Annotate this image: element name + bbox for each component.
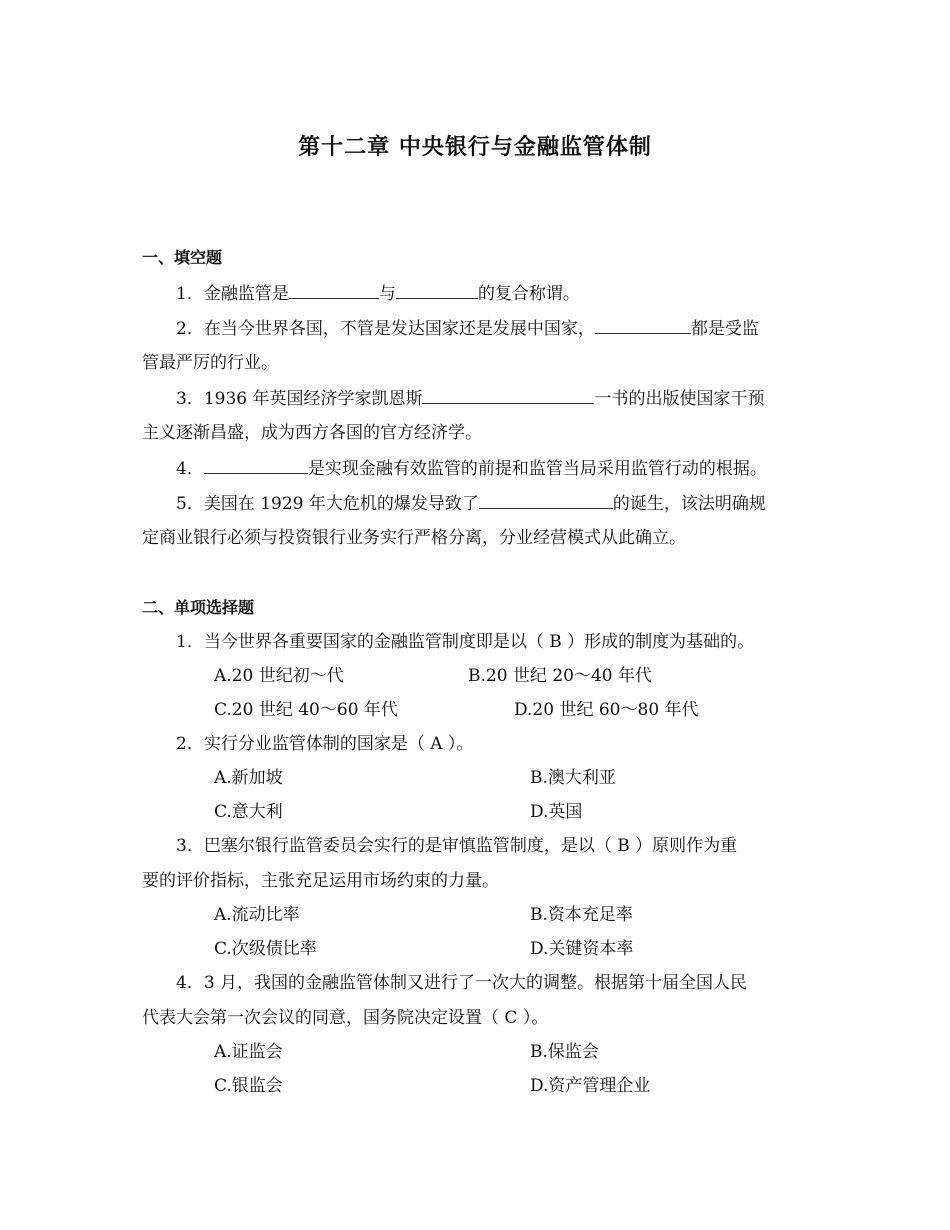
question-choice-2: 2．实行分业监管体制的国家是（ A ）。 [176, 734, 474, 754]
question-fill-4 [176, 456, 767, 481]
question-choice-4-cont: 代表大会第一次会议的同意，国务院决定设置（ C ）。 [142, 1008, 549, 1028]
option-d: D.关键资本率 [530, 939, 634, 959]
option-c: C.意大利 [214, 802, 283, 822]
question-text: 与 [378, 284, 396, 304]
option-b: B.资本充足率 [530, 905, 633, 925]
question-text: 的复合称谓。 [477, 284, 580, 304]
question-fill-2-cont: 管最严厉的行业。 [142, 353, 278, 373]
question-fill-3 [176, 386, 764, 411]
answer-blank [479, 491, 613, 509]
option-d: D.资产管理企业 [530, 1076, 651, 1096]
question-fill-5-cont: 定商业银行必须与投资银行业务实行严格分离，分业经营模式从此确立。 [142, 528, 686, 548]
option-d: D.英国 [530, 802, 583, 822]
question-text: 1．金融监管是 [176, 284, 289, 304]
option-c: C.20 世纪 40～60 年代 [214, 700, 398, 720]
section-heading-single-choice: 二、单项选择题 [142, 598, 255, 617]
answer-blank [422, 386, 594, 404]
answer-blank [204, 456, 308, 474]
page-title: 第十二章 中央银行与金融监管体制 [298, 135, 652, 160]
option-c: C.银监会 [214, 1076, 283, 1096]
question-text: 5．美国在 1929 年大危机的爆发导致了 [176, 494, 479, 514]
option-c: C.次级债比率 [214, 939, 317, 959]
question-choice-4: 4．3 月，我国的金融监管体制又进行了一次大的调整。根据第十届全国人民 [176, 973, 748, 993]
question-text: 3．1936 年英国经济学家凯恩斯 [176, 389, 423, 409]
question-fill-1 [176, 281, 580, 306]
answer-blank [595, 316, 691, 334]
option-a: A.流动比率 [214, 905, 300, 925]
question-text: 一书的出版使国家干预 [594, 389, 765, 409]
option-a: A.新加坡 [214, 768, 283, 788]
answer-blank [396, 281, 478, 299]
option-a: A.20 世纪初～代 [214, 666, 344, 686]
option-a: A.证监会 [214, 1042, 283, 1062]
question-text: 2．在当今世界各国，不管是发达国家还是发展中国家， [176, 319, 595, 339]
question-fill-2 [176, 316, 759, 341]
question-text: 都是受监 [690, 319, 759, 339]
option-d: D.20 世纪 60～80 年代 [514, 700, 699, 720]
question-text: 是实现金融有效监管的前提和监管当局采用监管行动的根据。 [307, 459, 767, 479]
answer-blank [289, 281, 379, 299]
question-fill-3-cont: 主义逐渐昌盛，成为西方各国的官方经济学。 [142, 423, 482, 443]
question-choice-3-cont: 要的评价指标，主张充足运用市场约束的力量。 [142, 871, 499, 891]
question-fill-5 [176, 491, 766, 516]
option-b: B.保监会 [530, 1042, 599, 1062]
question-choice-1: 1．当今世界各重要国家的金融监管制度即是以（ B ）形成的制度为基础的。 [176, 632, 755, 652]
question-choice-3: 3．巴塞尔银行监管委员会实行的是审慎监管制度，是以（ B ）原则作为重 [176, 836, 738, 856]
question-text: 4． [176, 459, 204, 479]
section-heading-fill-in: 一、填空题 [142, 248, 223, 267]
option-b: B.20 世纪 20～40 年代 [468, 666, 653, 686]
option-b: B.澳大利亚 [530, 768, 616, 788]
question-text: 的诞生，该法明确规 [612, 494, 766, 514]
